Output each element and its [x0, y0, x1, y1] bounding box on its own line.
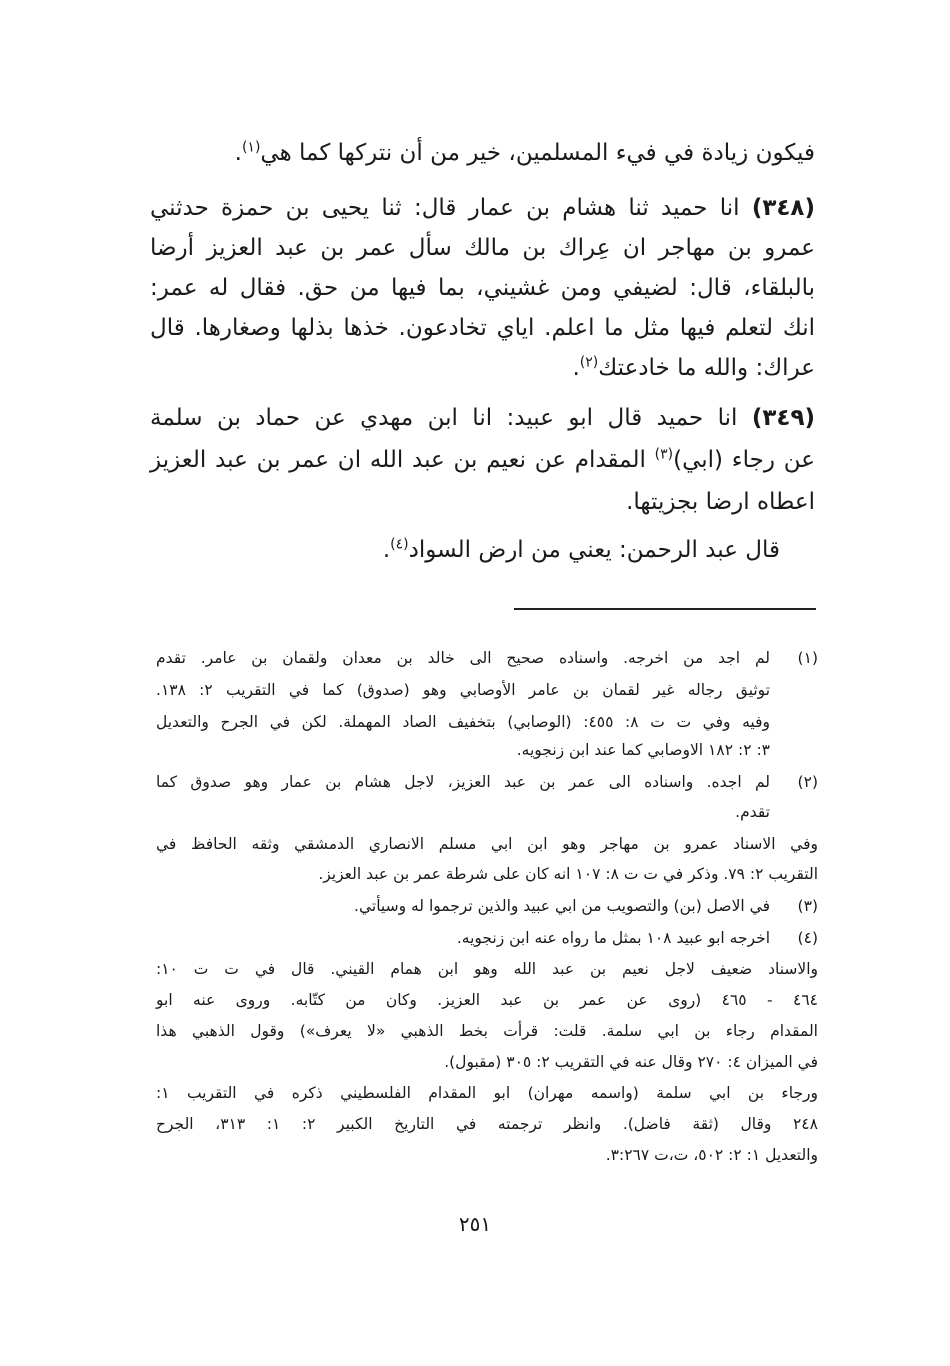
footnote-ref: (٤): [390, 536, 409, 553]
main-text: المقدام عن نعيم بن عبد الله ان عمر بن عبد العزيز: [150, 447, 646, 473]
main-text: اعطاه ارضا بجزيتها.: [626, 489, 815, 515]
footnote-line: وفي الاسناد عمرو بن مهاجر وهو ابن ابي مسلم الانصاري الدمشقي وثقه الحافظ في: [156, 835, 818, 853]
footnote-line: تقدم.: [735, 803, 770, 821]
main-text: قال عبد الرحمن: يعني من ارض السواد: [408, 537, 780, 563]
main-line-1: [150, 133, 815, 173]
paragraph-number: (٣٤٩): [751, 405, 816, 431]
footnote-line: وفيه وفي ت ت ٨: ٤٥٥: (الوصابي) بتخفيف الصاد المهملة. لكن في الجرح والتعديل: [156, 713, 771, 731]
footnote-line: ٢٤٨ وقال (ثقة فاضل). وانظر ترجمته في التاريخ الكبير ٢: ١: ٣١٣، الجرح: [156, 1115, 818, 1133]
footnote-ref: (٣): [654, 446, 674, 463]
main-text: عمرو بن مهاجر ان عِراك بن مالك سأل عمر بن عبد العزيز أرضا: [150, 235, 815, 261]
footnote-line: في الاصل (بن) والتصويب من ابي عبيد والذين ترجموا له وسيأتي.: [354, 897, 770, 915]
footnote-ref: (٢): [579, 354, 599, 371]
page-number: ٢٥١: [458, 1212, 492, 1236]
main-line-5: [150, 308, 815, 348]
footnote-line: والاسناد ضعيف لاجل نعيم بن عبد الله وهو ابن همام القيني. قال في ت ت ١٠:: [156, 960, 818, 978]
main-line-4: [150, 268, 815, 308]
main-text: عراك: والله ما خادعتك: [598, 355, 815, 381]
main-line-3: [150, 228, 815, 268]
punct: .: [572, 355, 580, 381]
footnote-line: ورجاء بن ابي سلمة (واسمه مهران) ابو المقدام الفلسطيني ذكره في التقريب ١:: [156, 1084, 818, 1102]
footnote-line: لم اجده. واسناده الى عمر بن عبد العزيز، لاجل هشام بن عمار وهو صدوق كما: [156, 773, 770, 791]
main-line-7: [150, 398, 815, 438]
footnote-line: التقريب ٢: ٧٩. وذكر في ت ت ٨: ١٠٧ انه كان على شرطة عمر بن عبد العزيز.: [318, 865, 818, 883]
footnote-number: (١): [797, 649, 818, 667]
main-text: انا حميد ثنا هشام بن عمار قال: ثنا يحيى بن حمزة حدثني: [150, 195, 740, 221]
footnote-line: توثيق رجاله غير لقمان بن عامر الأوصابي وهو (صدوق) كما في التقريب ٢: ١٣٨.: [156, 681, 771, 699]
main-line-2: [150, 188, 815, 228]
main-text: بالبلقاء، قال: لضيفي ومن غشيني، بما فيها من حق. فقال له عمر:: [150, 275, 815, 301]
punct: .: [234, 140, 242, 166]
paragraph-number: (٣٤٨): [751, 195, 815, 221]
main-line-8: [150, 440, 815, 480]
footnote-line: ٤٦٤ - ٤٦٥ (روى عن عمر بن عبد العزيز. وكان من كتّابه. وروى عنه ابو: [156, 991, 819, 1009]
footnote-line: لم اجد من اخرجه. واسناده صحيح الى خالد بن معدان ولقمان بن عامر. تقدم: [156, 649, 770, 667]
main-line-9: [150, 482, 815, 522]
main-text: فيكون زيادة في فيء المسلمين، خير من أن نتركها كما هي: [260, 140, 815, 166]
footnote-line: المقدام رجاء بن ابي سلمة. قلت: قرأت بخط الذهبي «لا يعرف») وقول الذهبي هذا: [156, 1022, 818, 1040]
footnote-ref: (١): [241, 139, 261, 156]
footnote-number: (٢): [797, 773, 818, 791]
footnote-line: في الميزان ٤: ٢٧٠ وقال عنه في التقريب ٢: ٣٠٥ (مقبول).: [444, 1053, 818, 1071]
main-text: انا حميد قال ابو عبيد: انا ابن مهدي عن حماد بن سلمة: [150, 405, 738, 431]
footnote-number: (٤): [797, 929, 818, 947]
footnote-line: اخرجه ابو عبيد ١٠٨ بمثل ما رواه عنه ابن زنجويه.: [456, 929, 770, 947]
main-line-6: [150, 348, 815, 388]
footnote-line: والتعديل ١: ٢: ٥٠٢، ت،ت ٣:٢٦٧.: [605, 1146, 818, 1164]
punct: .: [382, 537, 391, 563]
main-line-10: [150, 530, 780, 570]
footnote-number: (٣): [797, 897, 818, 915]
main-text: انك لتعلم فيها مثل ما اعلم. اياي تخادعون. خذها بذلها وصغارها. قال: [150, 315, 815, 341]
footnote-separator: [514, 608, 816, 610]
footnote-line: ٣: ٢: ١٨٢ الاوصابي كما عند ابن زنجويه.: [516, 741, 770, 759]
main-text: عن رجاء (ابي): [673, 447, 815, 473]
